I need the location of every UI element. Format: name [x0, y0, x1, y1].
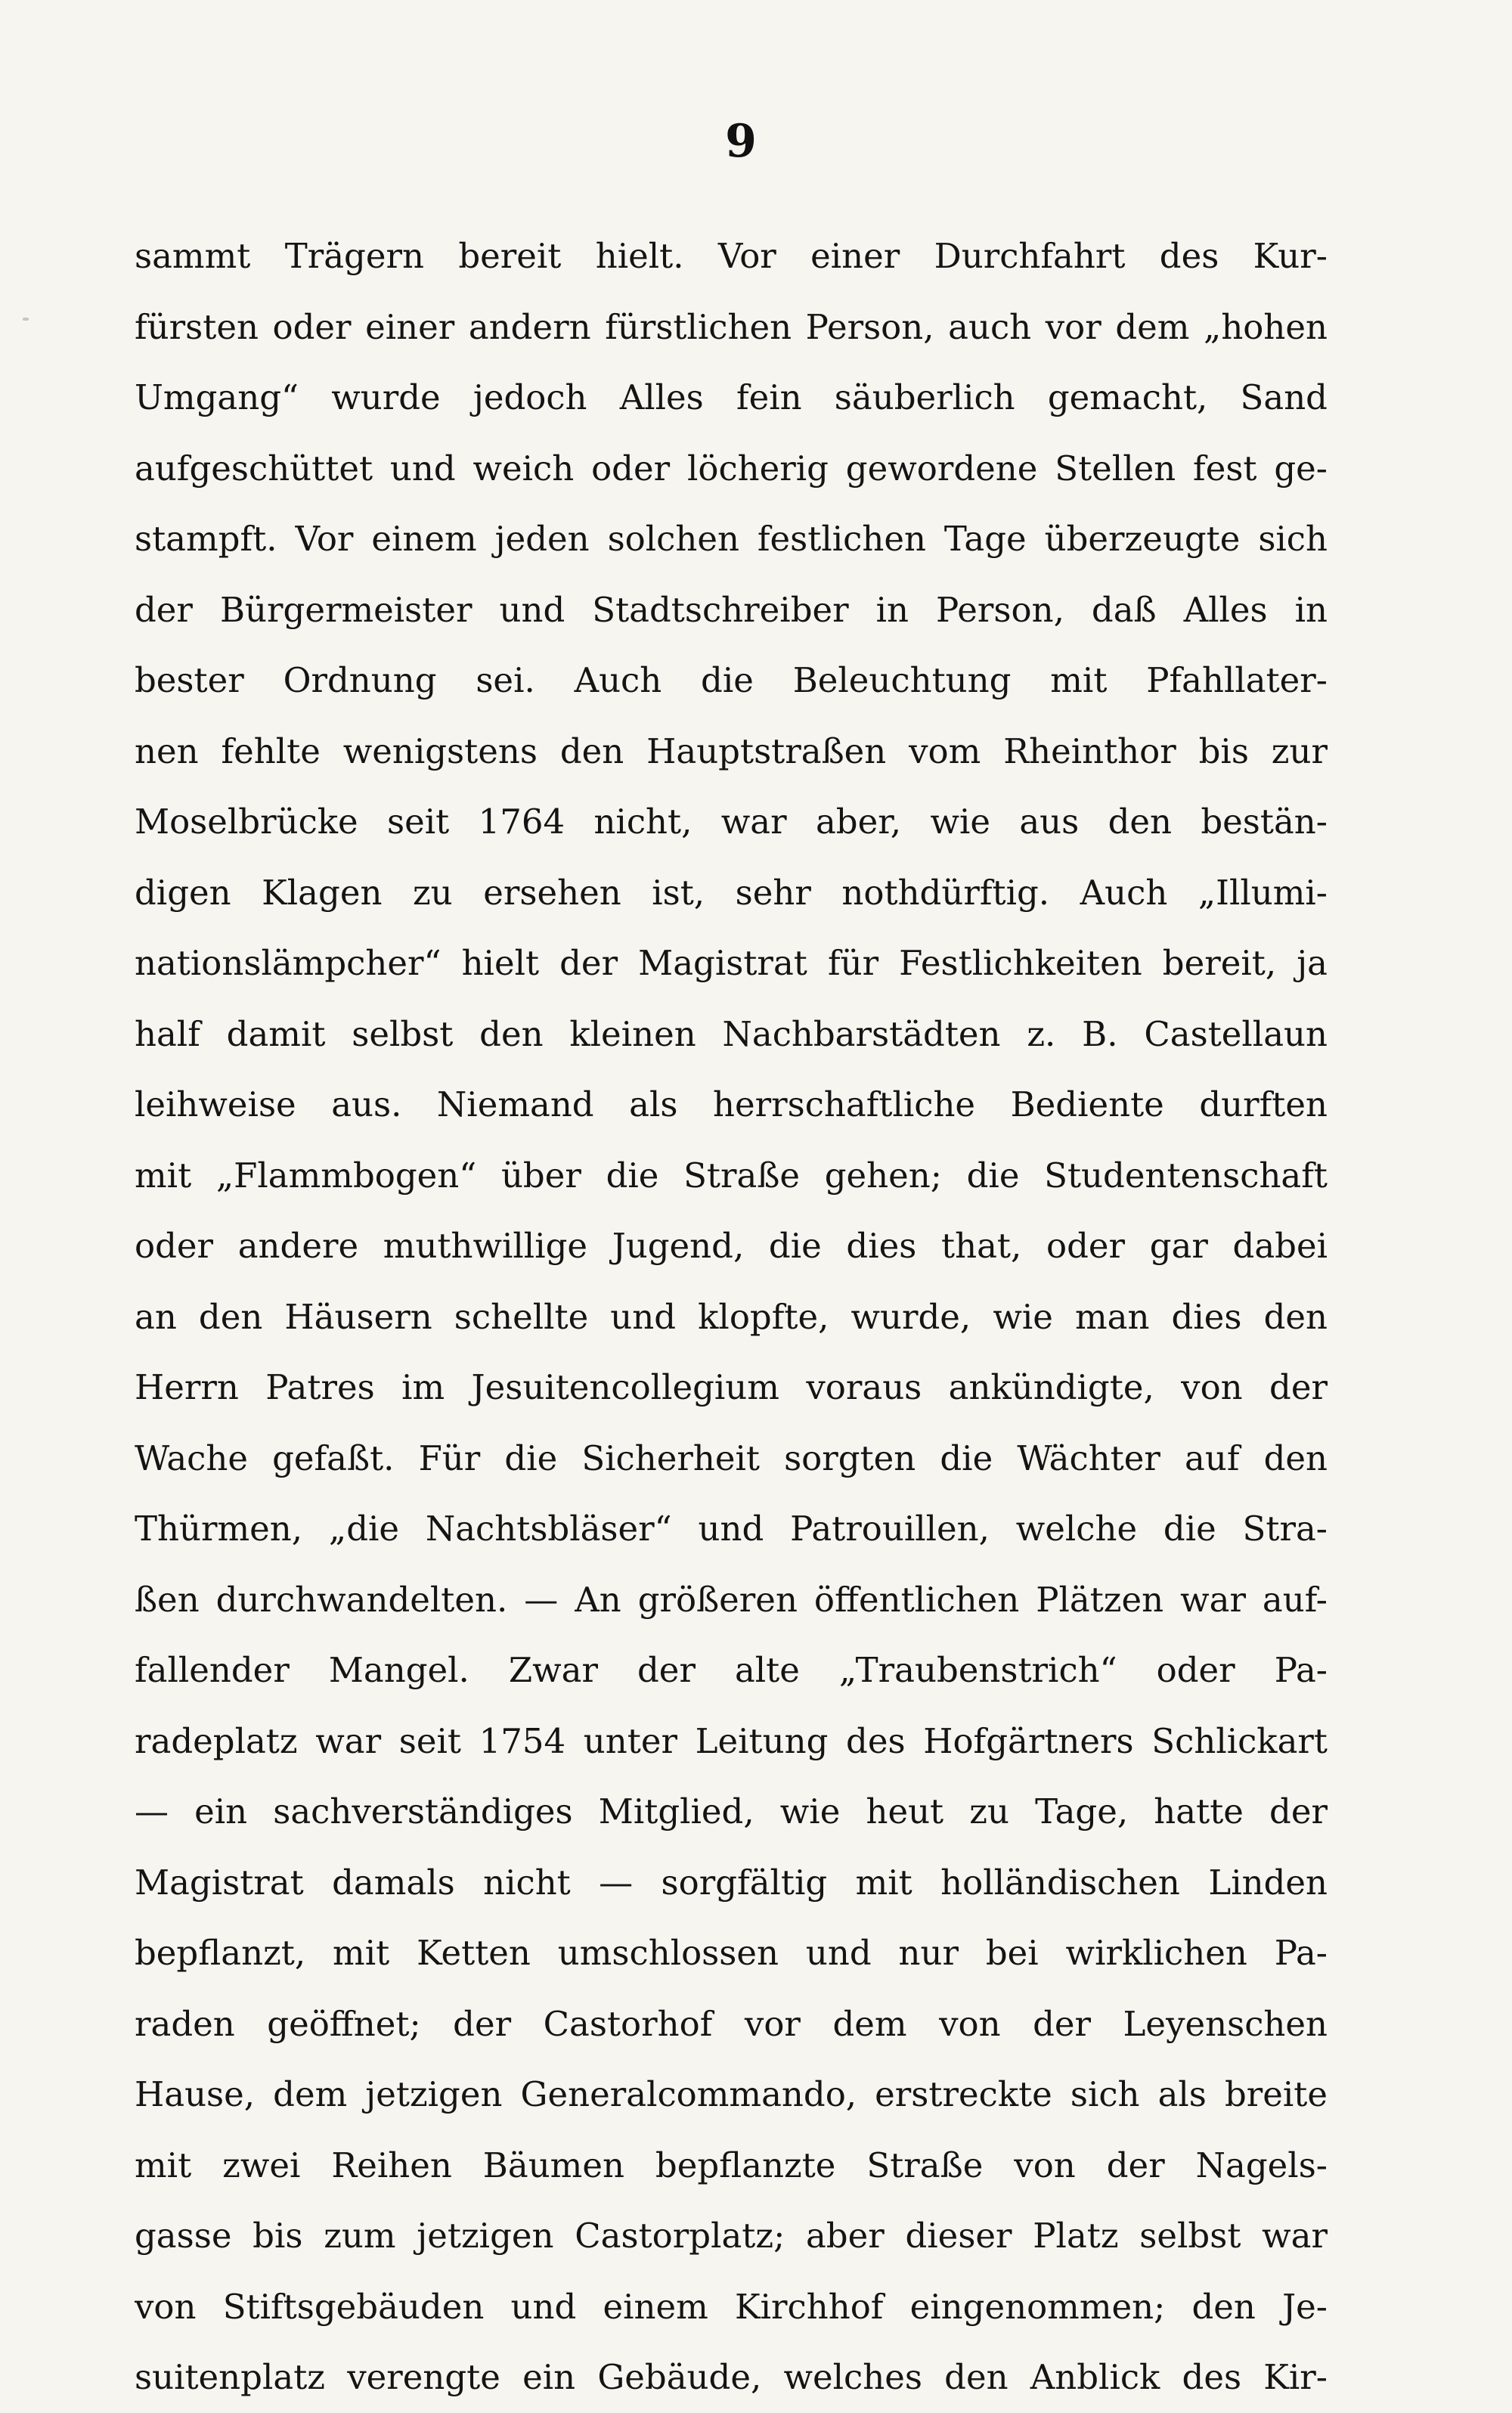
- text-line: stampft. Vor einem jeden solchen festlichen Tage überzeugte sich: [135, 519, 1328, 559]
- text-line: half damit selbst den kleinen Nachbarstädten z. B. Castellaun: [135, 1013, 1328, 1054]
- text-line: bester Ordnung sei. Auch die Beleuchtung mit Pfahllater-: [135, 660, 1328, 700]
- text-line: der Bürgermeister und Stadtschreiber in Person, daß Alles in: [135, 589, 1328, 630]
- text-line: von Stiftsgebäuden und einem Kirchhof eingenommen; den Je-: [135, 2286, 1328, 2327]
- text-line: Hause, dem jetzigen Generalcommando, erstreckte sich als breite: [135, 2074, 1328, 2114]
- text-line: Thürmen, „die Nachtsbläser“ und Patrouillen, welche die Stra-: [135, 1509, 1328, 1549]
- page-number: 9: [725, 115, 757, 168]
- text-line: nen fehlte wenigstens den Hauptstraßen vom Rheinthor bis zur: [135, 730, 1328, 771]
- text-line: nationslämpcher“ hielt der Magistrat für Festlichkeiten bereit, ja: [135, 943, 1328, 983]
- text-line: aufgeschüttet und weich oder löcherig gewordene Stellen fest ge-: [135, 448, 1328, 488]
- text-line: raden geöffnet; der Castorhof vor dem von der Leyenschen: [135, 2003, 1328, 2044]
- text-line: oder andere muthwillige Jugend, die dies that, oder gar dabei: [135, 1226, 1328, 1266]
- text-line: radeplatz war seit 1754 unter Leitung des Hofgärtners Schlickart: [135, 1720, 1328, 1761]
- text-line: — ein sachverständiges Mitglied, wie heut zu Tage, hatte der: [135, 1791, 1328, 1831]
- text-line: fallender Mangel. Zwar der alte „Traubenstrich“ oder Pa-: [135, 1650, 1328, 1690]
- text-line: Umgang“ wurde jedoch Alles fein säuberlich gemacht, Sand: [135, 377, 1328, 417]
- text-line: fürsten oder einer andern fürstlichen Person, auch vor dem „hohen: [135, 306, 1328, 347]
- body-text: [135, 221, 1328, 2413]
- text-line: leihweise aus. Niemand als herrschaftliche Bediente durften: [135, 1084, 1328, 1124]
- text-line: Herrn Patres im Jesuitencollegium voraus ankündigte, von der: [135, 1367, 1328, 1407]
- paper-speck: [23, 318, 29, 321]
- text-line: Moselbrücke seit 1764 nicht, war aber, wie aus den bestän-: [135, 802, 1328, 842]
- text-line: sammt Trägern bereit hielt. Vor einer Durchfahrt des Kur-: [135, 236, 1328, 276]
- text-line: an den Häusern schellte und klopfte, wurde, wie man dies den: [135, 1296, 1328, 1337]
- text-line: bepflanzt, mit Ketten umschlossen und nur bei wirklichen Pa-: [135, 1933, 1328, 1973]
- text-line: Magistrat damals nicht — sorgfältig mit holländischen Linden: [135, 1862, 1328, 1903]
- text-line: gasse bis zum jetzigen Castorplatz; aber dieser Platz selbst war: [135, 2216, 1328, 2256]
- text-line: ßen durchwandelten. — An größeren öffentlichen Plätzen war auf-: [135, 1579, 1328, 1620]
- text-line: Wache gefaßt. Für die Sicherheit sorgten die Wächter auf den: [135, 1438, 1328, 1478]
- text-line: suitenplatz verengte ein Gebäude, welches den Anblick des Kir-: [135, 2357, 1328, 2397]
- text-line: mit „Flammbogen“ über die Straße gehen; die Studentenschaft: [135, 1155, 1328, 1196]
- text-line: digen Klagen zu ersehen ist, sehr nothdürftig. Auch „Illumi-: [135, 872, 1328, 913]
- text-line: mit zwei Reihen Bäumen bepflanzte Straße von der Nagels-: [135, 2145, 1328, 2185]
